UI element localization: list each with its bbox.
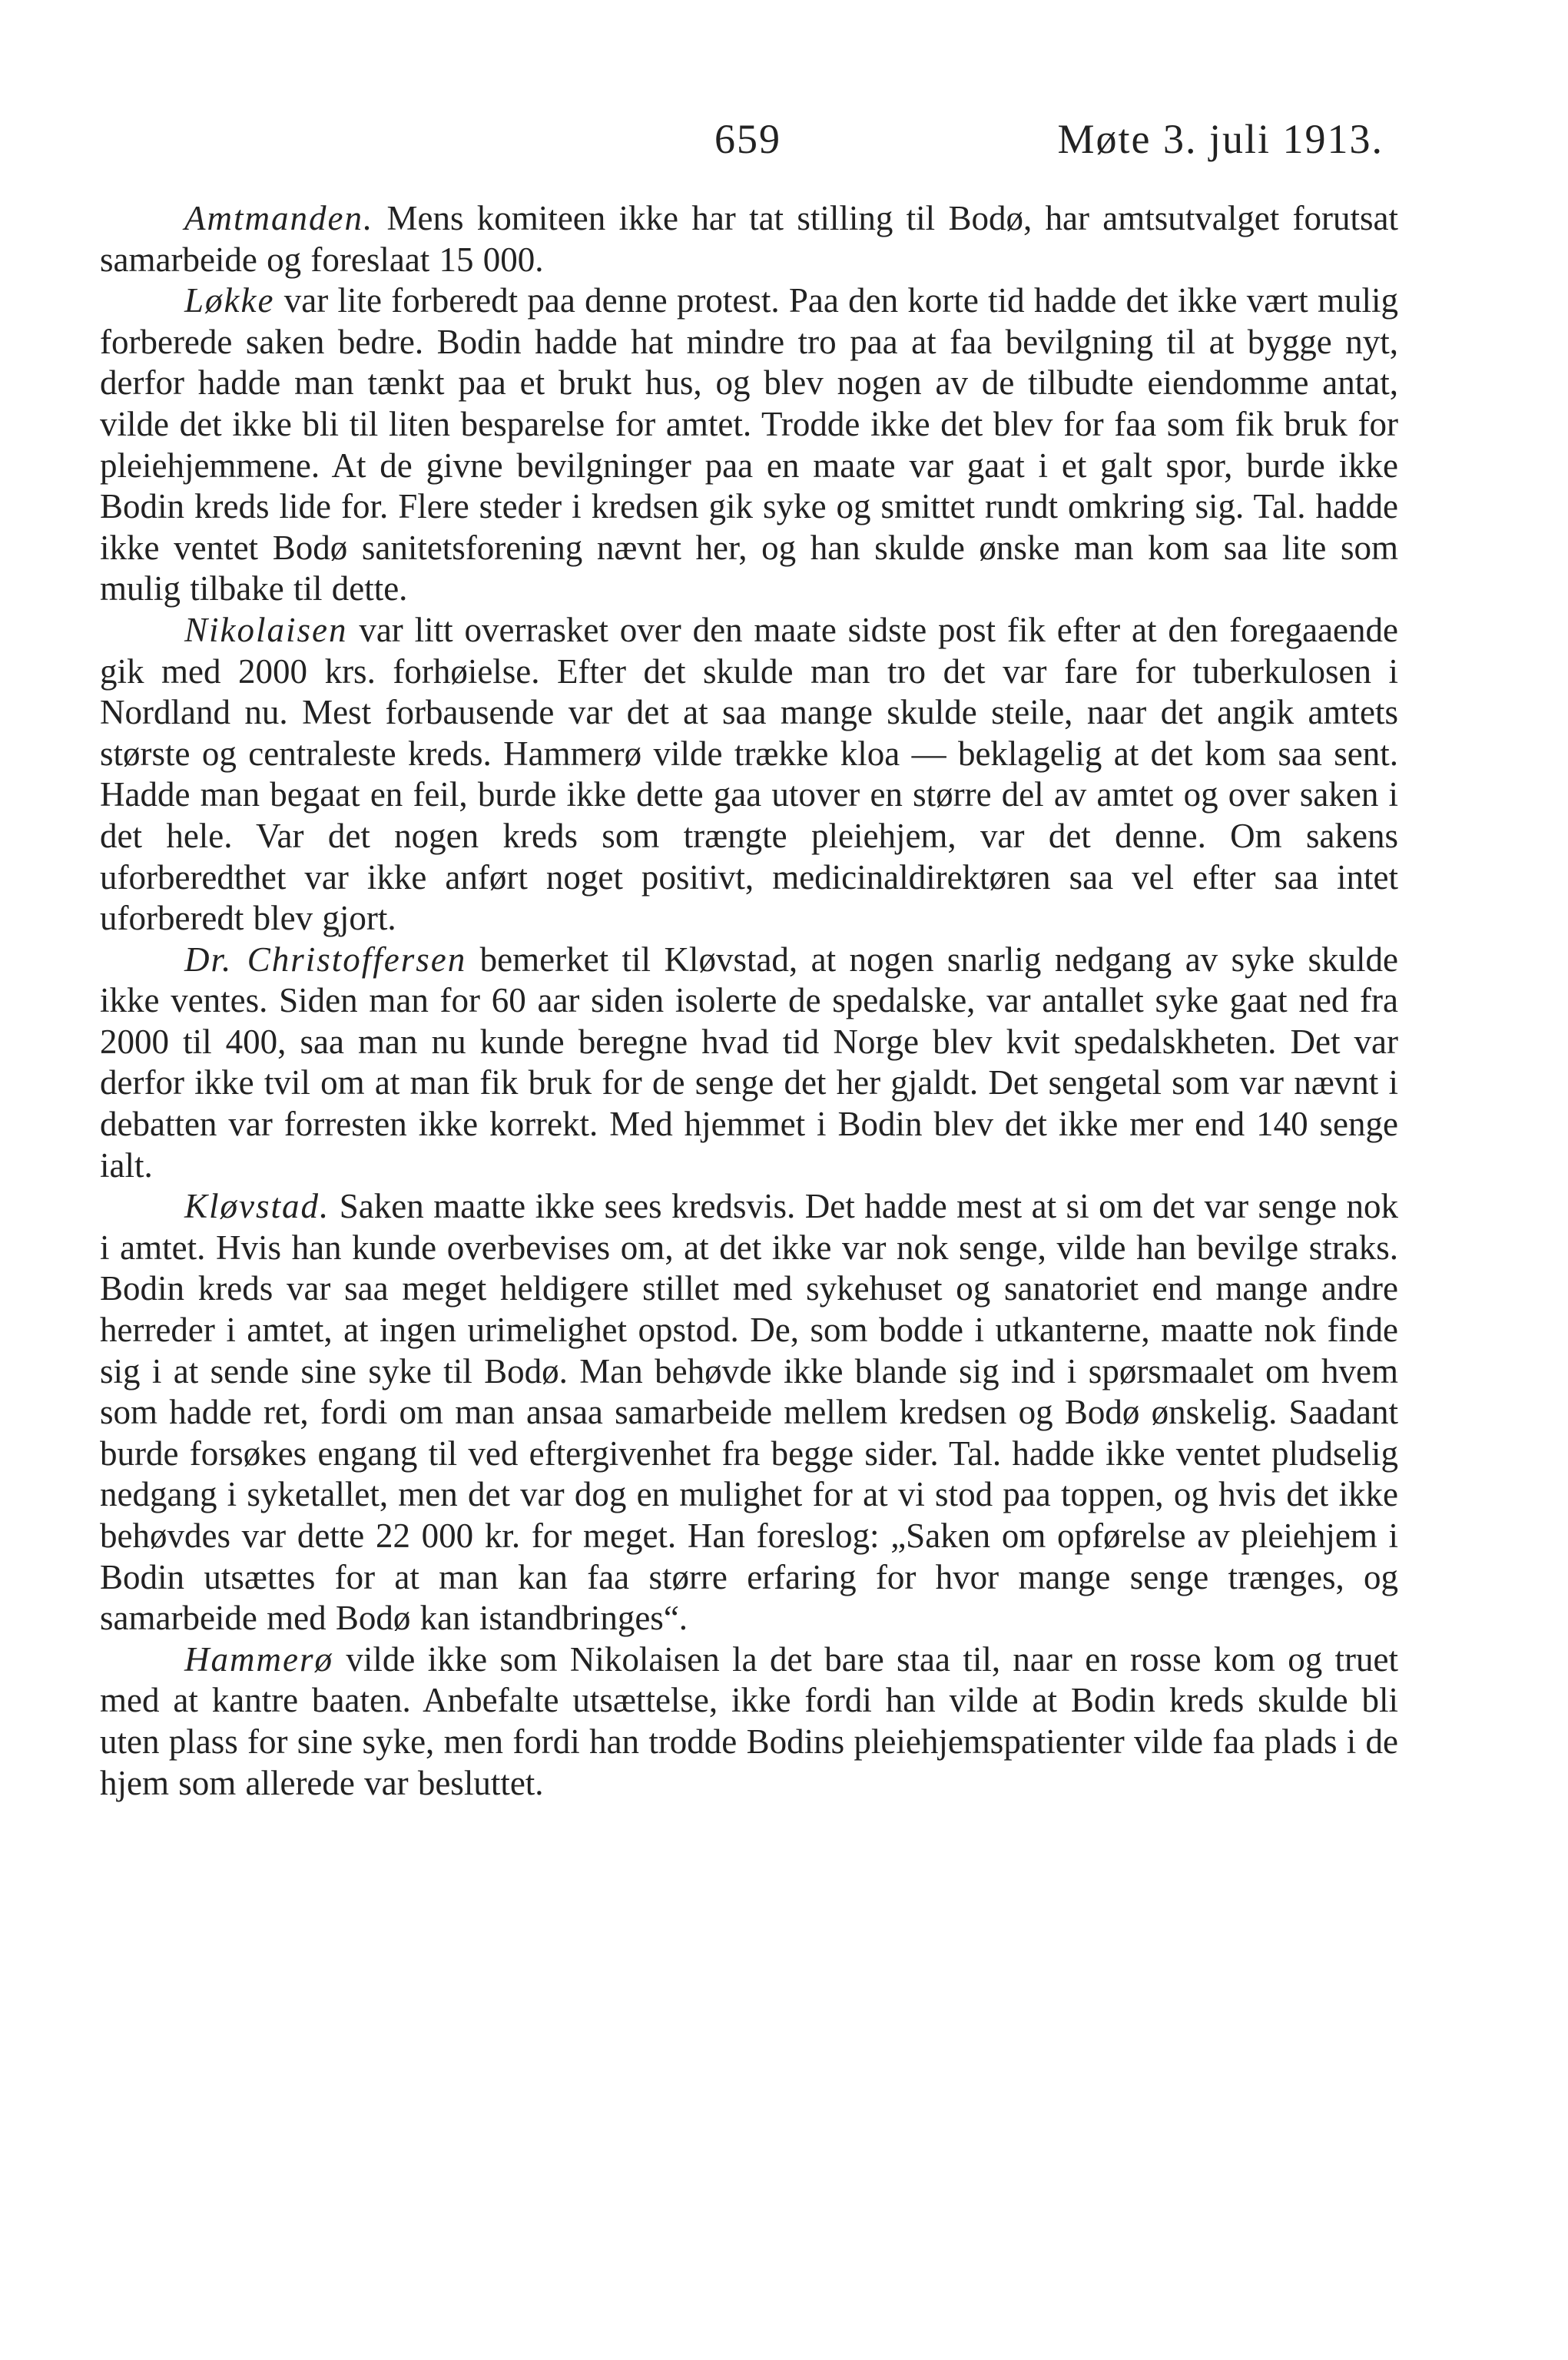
paragraph-text: var lite forberedt paa denne protest. Paa den korte tid hadde det ikke vært mulig forberede saken bedre. Bodin hadde hat mindre tro paa at faa bevilgning til at bygge nyt, derfor hadde man tænkt paa et brukt hus, og blev nogen av de tilbudte eiendomme antat, vilde det ikke bli til liten besparelse for amtet. Trodde ikke det blev for faa som fik bruk for pleiehjemmene. At de givne bevilgninger paa en maate var gaat i et galt spor, burde ikke Bodin kreds lide for. Flere steder i kredsen gik syke og smittet rundt omkring sig. Tal. hadde ikke ventet Bodø sanitetsforening nævnt her, og han skulde ønske man kom saa lite som mulig tilbake til dette.: [100, 281, 1398, 608]
speaker-name: Dr. Christoffersen: [184, 940, 467, 979]
body-text: [100, 198, 1398, 1804]
paragraph-hammero: [100, 1639, 1398, 1804]
paragraph-text: vilde ikke som Nikolaisen la det bare staa til, naar en rosse kom og truet med at kantre baaten. Anbefalte utsættelse, ikke fordi han vilde at Bodin kreds skulde bli uten plass for sine syke, men fordi han trodde Bodins pleiehjemspatienter vilde faa plads i de hjem som allerede var besluttet.: [100, 1639, 1398, 1802]
speaker-name: Nikolaisen: [184, 610, 348, 649]
paragraph-christoffersen: [100, 940, 1398, 1187]
speaker-name: Kløvstad.: [184, 1187, 330, 1226]
running-head: Møte 3. juli 1913.: [1057, 116, 1384, 162]
speaker-name: Hammerø: [184, 1639, 333, 1679]
speaker-name: Amtmanden.: [184, 199, 374, 237]
paragraph-text: Saken maatte ikke sees kredsvis. Det hadde mest at si om det var senge nok i amtet. Hvis han kunde overbevises om, at det ikke var nok senge, vilde han bevilge straks. Bodin kreds var saa meget heldigere stillet med sykehuset og sanatoriet end mange andre herreder i amtet, at ingen urimelighet opstod. De, som bodde i utkanterne, maatte nok finde sig i at sende sine syke til Bodø. Man behøvde ikke blande sig ind i spørsmaalet om hvem som hadde ret, fordi om man ansaa samarbeide mellem kredsen og Bodø ønskelig. Saadant burde forsøkes engang til ved eftergivenhet fra begge sider. Tal. hadde ikke ventet pludselig nedgang i syketallet, men det var dog en mulighet for at vi stod paa toppen, og hvis det ikke behøvdes var dette 22 000 kr. for meget. Han foreslog: „Saken om opførelse av pleiehjem i Bodin utsættes for at man kan faa større erfaring for hvor mange senge trænges, og samarbeide med Bodø kan istandbringes“.: [100, 1187, 1398, 1638]
paragraph-text: var litt overrasket over den maate sidste post fik efter at den foregaaende gik med 2000 krs. forhøielse. Efter det skulde man tro det var fare for tuberkulosen i Nordland nu. Mest forbausende var det at saa mange skulde steile, naar det angik amtets største og centraleste kreds. Hammerø vilde trække kloa — beklagelig at det kom saa sent. Hadde man begaat en feil, burde ikke dette gaa utover en større del av amtet og over saken i det hele. Var det nogen kreds som trængte pleiehjem, var det denne. Om sakens uforberedthet var ikke anført noget positivt, medicinaldirektøren saa vel efter saa intet uforberedt blev gjort.: [100, 610, 1398, 938]
paragraph-text: bemerket til Kløvstad, at nogen snarlig nedgang av syke skulde ikke ventes. Siden man for 60 aar siden isolerte de spedalske, var antallet syke gaat ned fra 2000 til 400, saa man nu kunde beregne hvad tid Norge blev kvit spedalskheten. Det var derfor ikke tvil om at man fik bruk for de senge det her gjaldt. Det sengetal som var nævnt i debatten var forresten ikke korrekt. Med hjemmet i Bodin blev det ikke mer end 140 senge ialt.: [100, 940, 1398, 1185]
page-number: 659: [714, 116, 781, 162]
speaker-name: Løkke: [184, 281, 275, 320]
paragraph-lokke: [100, 280, 1398, 610]
paragraph-klovstad: [100, 1186, 1398, 1639]
page-header: [0, 115, 1568, 177]
paragraph-nikolaisen: [100, 610, 1398, 940]
paragraph-amtmanden: [100, 198, 1398, 280]
paragraph-text: Mens komiteen ikke har tat stilling til Bodø, har amtsutvalget forutsat samarbeide og foreslaat 15 000.: [100, 199, 1398, 279]
